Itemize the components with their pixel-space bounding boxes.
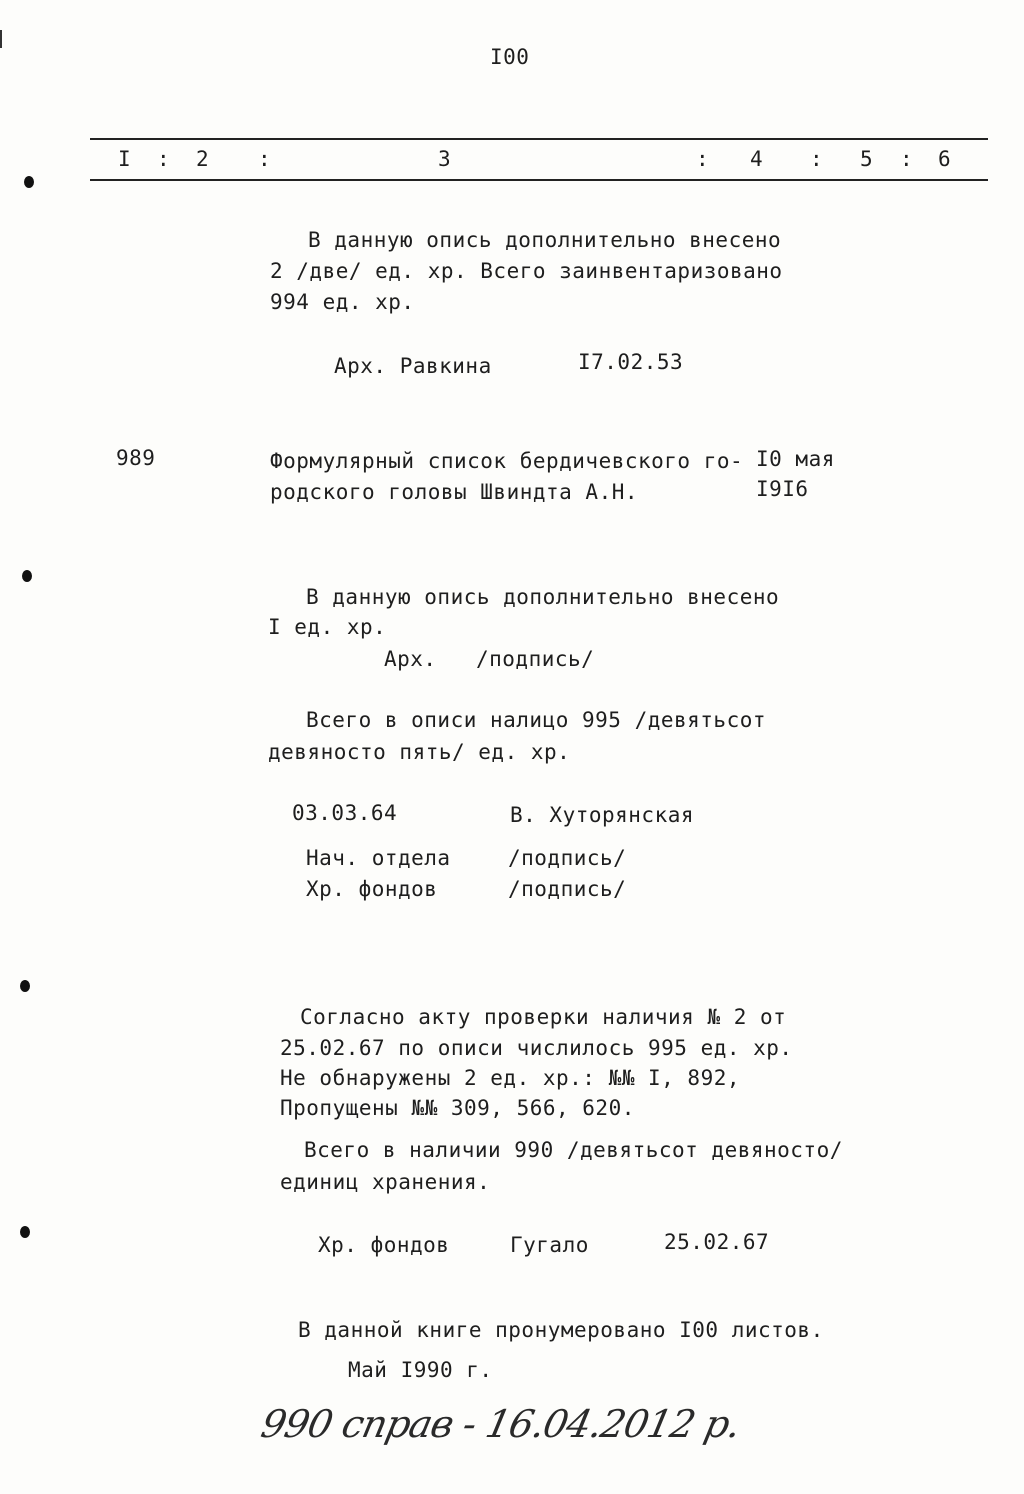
signature-date: 25.02.67 [664, 1230, 770, 1254]
handwritten-note: 990 справ - 16.04.2012 р. [257, 1402, 745, 1446]
note-line: единиц хранения. [280, 1170, 491, 1194]
note-line: Согласно акту проверки наличия № 2 от [300, 1005, 787, 1029]
column-separator: : [900, 147, 914, 171]
header-rule-bottom [90, 179, 988, 181]
record-title: Формулярный список бердичевского го- [270, 449, 744, 473]
column-header-4: 4 [750, 147, 764, 171]
punch-hole [20, 980, 30, 992]
signer: Арх. /подпись/ [384, 647, 595, 671]
note-line: Всего в наличии 990 /девятьсот девяносто/ [304, 1138, 843, 1162]
record-date: I0 мая [756, 447, 835, 471]
signature: /подпись/ [508, 877, 627, 901]
punch-hole [24, 176, 34, 188]
column-header-3: 3 [438, 147, 452, 171]
note-line: Всего в описи налицо 995 /девятьсот [306, 708, 767, 732]
note-line: В данную опись дополнительно внесено [308, 228, 782, 252]
signer-name: В. Хуторянская [510, 803, 695, 827]
page-number: I00 [490, 45, 530, 69]
column-header-5: 5 [860, 147, 874, 171]
column-header-2: 2 [196, 147, 210, 171]
note-line: 994 ед. хр. [270, 290, 415, 314]
signer-role: Нач. отдела [306, 846, 451, 870]
signature-date: I7.02.53 [578, 350, 684, 374]
note-line: 25.02.67 по описи числилось 995 ед. хр. [280, 1036, 793, 1060]
punch-hole [20, 1226, 30, 1238]
column-separator: : [157, 147, 171, 171]
footer-line: Май I990 г. [348, 1358, 493, 1382]
header-rule-top [90, 138, 988, 140]
column-separator: : [258, 147, 272, 171]
signer: Арх. Равкина [334, 354, 492, 378]
signature: /подпись/ [508, 846, 627, 870]
note-line: Не обнаружены 2 ед. хр.: №№ I, 892, [280, 1066, 741, 1090]
note-line: девяносто пять/ ед. хр. [268, 740, 571, 764]
punch-hole [22, 570, 32, 582]
note-line: 2 /две/ ед. хр. Всего заинвентаризовано [270, 259, 783, 283]
column-separator: : [810, 147, 824, 171]
signer-role: Хр. фондов [306, 877, 438, 901]
note-line: Пропущены №№ 309, 566, 620. [280, 1096, 635, 1120]
record-date: I9I6 [756, 477, 809, 501]
page-edge-mark [0, 30, 2, 48]
note-line: I ед. хр. [268, 615, 387, 639]
column-header-1: I [118, 147, 132, 171]
record-title: родского головы Швиндта А.Н. [270, 480, 639, 504]
signer-name: Гугало [510, 1233, 589, 1257]
signature-date: 03.03.64 [292, 801, 398, 825]
column-separator: : [696, 147, 710, 171]
footer-line: В данной книге пронумеровано I00 листов. [298, 1318, 824, 1342]
column-header-6: 6 [938, 147, 952, 171]
note-line: В данную опись дополнительно внесено [306, 585, 780, 609]
record-number: 989 [116, 446, 156, 470]
signer-role: Хр. фондов [318, 1233, 450, 1257]
